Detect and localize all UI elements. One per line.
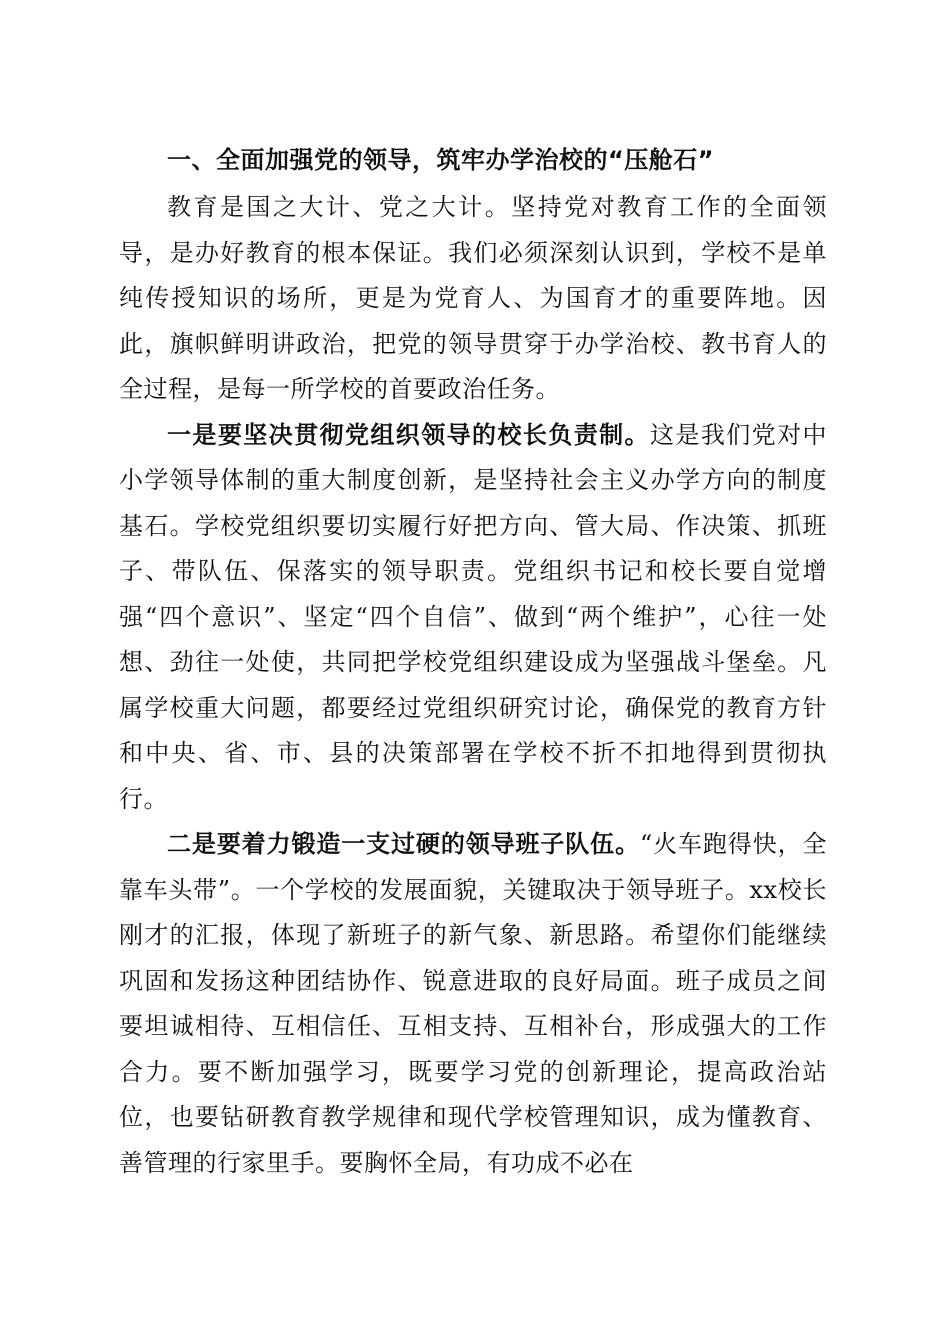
document-body <box>119 136 827 1186</box>
paragraph-lead: 二是要着力锻造一支过硬的领导班子队伍。 <box>167 830 640 858</box>
section-heading: 一、全面加强党的领导，筑牢办学治校的“压舱石” <box>167 146 715 174</box>
paragraph-text: 教育是国之大计、党之大计。坚持党对教育工作的全面领导，是办好教育的根本保证。我们必须深刻认识到，学校不是单纯传授知识的场所，更是为党育人、为国育才的重要阵地。因此，旗帜鲜明讲政治，把党的领导贯穿于办学治校、教书育人的全过程，是每一所学校的首要政治任务。 <box>119 193 827 403</box>
paragraph-point-two <box>119 822 827 1186</box>
paragraph-text: 这是我们党对中小学领导体制的重大制度创新，是坚持社会主义办学方向的制度基石。学校党组织要切实履行好把方向、管大局、作决策、抓班子、带队伍、保落实的领导职责。党组织书记和校长要自觉增强“四个意识”、坚定“四个自信”、做到“两个维护”，心往一处想、劲往一处使，共同把学校党组织建设成为坚强战斗堡垒。凡属学校重大问题，都要经过党组织研究讨论，确保党的教育方针和中央、省、市、县的决策部署在学校不折不扣地得到贯彻执行。 <box>119 420 828 813</box>
paragraph-lead: 一是要坚决贯彻党组织领导的校长负责制。 <box>167 420 650 449</box>
paragraph-point-one <box>119 413 827 823</box>
paragraph-text: “火车跑得快，全靠车头带”。一个学校的发展面貌，关键取决于领导班子。xx校长刚才的汇报，体现了新班子的新气象、新思路。希望你们能继续巩固和发扬这种团结协作、锐意进取的良好局面。班子成员之间要坦诚相待、互相信任、互相支持、互相补台，形成强大的工作合力。要不断加强学习，既要学习党的创新理论，提高政治站位，也要钻研教育教学规律和现代学校管理知识，成为懂教育、善管理的行家里手。要胸怀全局，有功成不必在 <box>119 830 827 1177</box>
paragraph-intro <box>119 185 827 413</box>
